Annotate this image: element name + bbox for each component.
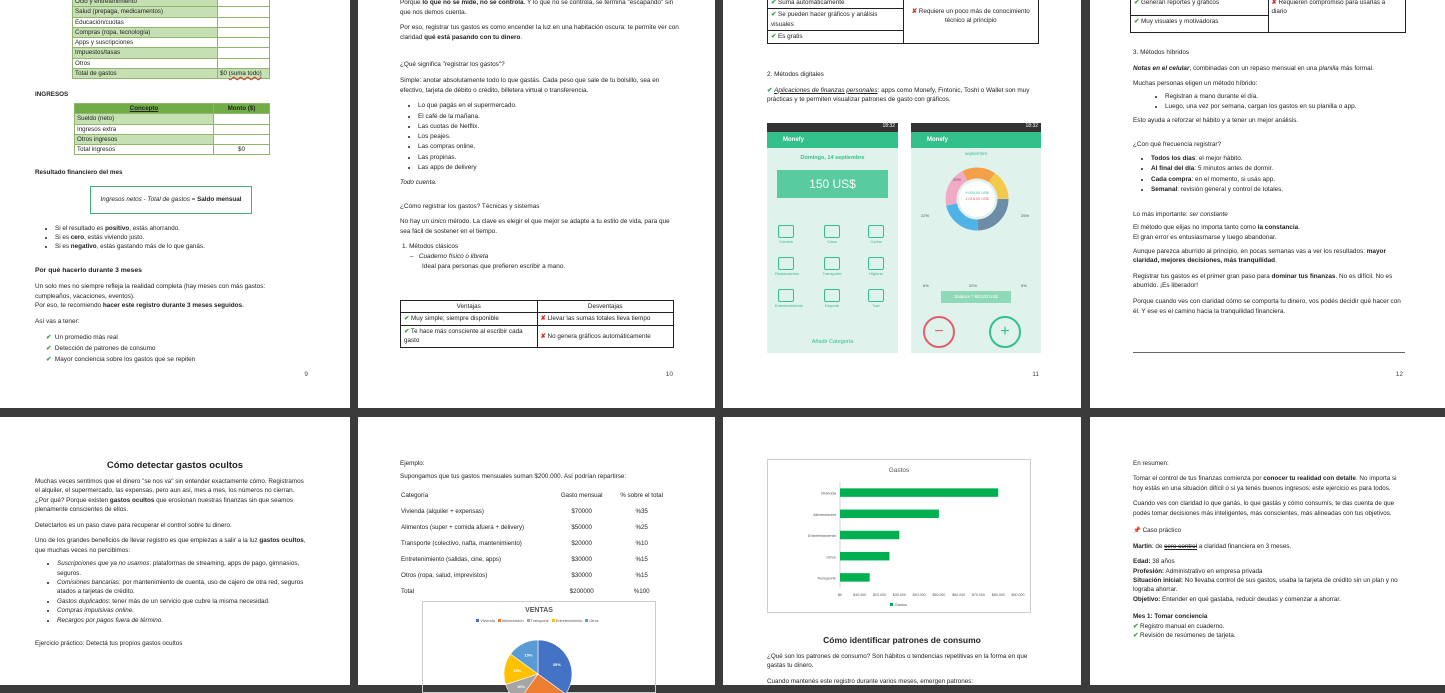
legend-item: Alimentación — [498, 619, 524, 623]
table-cell: Apps y suscripciones — [73, 38, 218, 48]
cross-icon: ✘ — [911, 8, 918, 15]
table-cell: Impuestos/tasas — [73, 48, 218, 58]
formula-result: Saldo mensual — [197, 196, 242, 203]
phone-screenshot-1 — [767, 123, 898, 353]
page12-text: 3. Métodos híbridos Notas en el celular, combinadas con un repaso mensual en una planilla más formal. Muchas personas eligen un método híbrido: • Registran a mano durante el día. • Luego, una vez por semana, cargan los gastos en su planilla o app. Esto ayuda a reforzar el hábito y a tener un mejor análisis. ¿Con qué frecuencia registrar? • Todos los días: el mejor hábito. • Al final del día: 5 minutos antes de dormir. • Cada compra: en el momento, si usás app. • Semanal: revisión general y control de totales. Lo más importante: ser constante El método que elijas no importa tanto como la constancia. El gran error es entusiasmarse y luego abandonar. Aunque parezca aburrido al principio, en pocas semanas vas a ver los resultados: mayor claridad, mejores decisiones, más tranquilidad. Registrar tus gastos es el primer gran paso para dominar tus finanzas. No es difícil. No es aburrido. ¡Es liberador! Porque cuando ves con claridad cómo se comporta tu dinero, vos podés decidir qué hacer con él. Y ese es el camino hacia la tranquilidad financiera. — [1133, 48, 1408, 316]
check-icon: ✔ — [1133, 622, 1139, 630]
page-15 — [723, 417, 1081, 685]
bar — [840, 510, 939, 518]
ingresos-heading: INGRESOS — [35, 91, 69, 98]
expense-split-table — [400, 488, 672, 600]
category-tile[interactable]: Casa — [821, 223, 843, 249]
list-item: • Si es negativo, estás gastando más de lo que ganás. — [55, 242, 205, 251]
tick-label: $0 — [838, 593, 842, 597]
pct-label: 22% — [921, 213, 930, 218]
check-icon: ✔ — [1134, 0, 1140, 6]
table-cell: ✘ Requieren compromiso para usarlas a diario — [1268, 0, 1406, 33]
table-cell: ✘ No genera gráficos automáticamente — [537, 325, 674, 347]
page-number: 12 — [1395, 371, 1403, 379]
footer-rule — [1133, 352, 1405, 353]
list-item: • Todos los días: el mejor hábito. — [1151, 154, 1408, 165]
table-cell: Salud (prepaga, medicamentos) — [73, 7, 218, 17]
list-item: • Los peajes. — [418, 132, 680, 142]
slice-label: 15% — [524, 652, 533, 658]
category-tile[interactable]: Taxi — [865, 287, 887, 313]
pct-label: 6% — [923, 283, 929, 288]
page-16 — [1090, 417, 1445, 685]
food-icon — [778, 225, 794, 238]
check-icon: ✔ — [771, 11, 777, 19]
hybrid-list — [1133, 92, 1408, 113]
tick-label: $10.000 — [853, 593, 867, 597]
list-item: • Las apps de delivery — [418, 163, 680, 173]
page-14 — [358, 417, 715, 689]
list-item: • El café de la mañana. — [418, 112, 680, 122]
formula-box — [90, 186, 252, 214]
page-12 — [1090, 0, 1445, 408]
check-icon: ✔ — [767, 86, 773, 94]
page-number: 9 — [304, 371, 308, 379]
legend-label: Gastos — [895, 603, 908, 607]
cross-icon: ✘ — [540, 332, 546, 340]
list-item: • Lo que pagás en el supermercado. — [418, 101, 680, 111]
table-cell: Ingresos extra — [75, 124, 214, 134]
total-value: $0 — [220, 70, 227, 78]
category-tile[interactable]: Comida — [775, 223, 797, 249]
digital-table — [767, 0, 1039, 44]
table-header: Ventajas — [401, 301, 538, 313]
car-icon — [868, 225, 884, 238]
check-icon: ✔ — [404, 315, 410, 323]
table-header: Categoría — [401, 492, 429, 499]
check-icon: ✔ — [771, 33, 777, 41]
category-label: Transporte — [816, 575, 836, 581]
table-cell: Total de gastos — [73, 69, 218, 79]
pct-label: 5% — [1021, 283, 1027, 288]
tick-label: $80.000 — [991, 593, 1005, 597]
list-item: • Suscripciones que ya no usamos: plataformas de streaming, apps de pago, gimnasios, seguros. — [57, 559, 310, 578]
section-heading: 2. Métodos digitales — [767, 71, 824, 78]
page-number: 10 — [665, 371, 673, 379]
app-header: Monefy — [911, 132, 1041, 148]
chart-title: VENTAS — [525, 607, 553, 614]
table-header: Concepto — [75, 104, 214, 114]
slice-label: 15% — [513, 668, 522, 674]
page14-text: Ejemplo: Supongamos que tus gastos mensuales suman $200.000. Así podrían repartirse: — [400, 460, 627, 481]
legend-item: Otros — [585, 619, 598, 623]
check-icon: ✔ — [46, 355, 52, 363]
bar-chart — [768, 460, 1030, 612]
table-row: Transporte (colectivo, nafta, mantenimiento) $20000 %10 — [401, 539, 648, 547]
table-row: Total $200000 %100 — [401, 587, 650, 595]
table-cell: ✔ Se pueden hacer gráficos y análisis visuales — [768, 9, 904, 31]
list-item: • Compras impulsivas online. — [57, 606, 310, 615]
category-tile[interactable]: Restaurantes — [775, 255, 797, 281]
table-row: Alimentos (super + comida afuera + delivery) $50000 %25 — [401, 523, 648, 531]
taxi-icon — [868, 289, 884, 302]
minus-button[interactable]: − — [923, 316, 955, 348]
slice-label: 10% — [516, 683, 525, 689]
page10-text: Porque lo que no se mide, no se controla. Y lo que no se controla, se termina "escapando" sin que nos demos cuenta. Por eso, registrar tus gastos es como encender la luz en una habitación oscura: te permite ver con claridad qué está pasando con tu dinero. ¿Qué significa "registrar los gastos"? Simple: anotar absolutamente todo lo que gastás. Cada peso que sale de tu bolsillo, sea en efectivo, tarjeta de débito o crédito, billetera virtual o transferencia. • Lo que pagás en el supermercado. • El café de la mañana. • Las cuotas de Netflix. • Los peajes. • Las compras online. • Las propinas. • Las apps de delivery Todo cuenta. ¿Cómo registrar los gastos? Técnicas y sistemas No hay un único método. La clave es elegir el que mejor se adapte a tu estilo de vida, para que sea fácil de sostener en el tiempo. 1. Métodos clásicos – Cuaderno físico o libreta Ideal para personas que prefieren escribir a mano. — [400, 0, 680, 271]
chart-legend — [423, 619, 655, 625]
page15-text: ¿Qué son los patrones de consumo? Son hábitos o tendencias repetitivas en la forma en que gastás tu dinero. Cuando mantenés este registro durante varios meses, emergen patrones: — [767, 653, 1028, 685]
list-item: ✔ Un promedio más real — [46, 334, 118, 341]
check-list — [46, 333, 195, 366]
list-item: • Las compras online. — [418, 142, 680, 152]
table-cell: $0 — [214, 145, 270, 155]
date-label: Domingo, 14 septiembre — [800, 155, 865, 161]
sport-icon — [824, 289, 840, 302]
donut-center: 9.000,00 US$ 1.018,00 US$ — [965, 191, 989, 201]
pct-label: 22% — [969, 283, 978, 288]
restaurant-icon — [778, 257, 794, 270]
check-icon: ✔ — [771, 0, 777, 6]
pie-chart — [493, 632, 583, 692]
table-row: Entretenimiento (salidas, cine, apps) $30000 %15 — [401, 555, 648, 563]
list-item: ✔ Registro manual en cuaderno. — [1133, 622, 1225, 630]
list-item: • Al final del día: 5 minutos antes de dormir. — [1151, 164, 1408, 175]
expenses-table — [72, 0, 270, 79]
legend-item: Transporte — [527, 619, 549, 623]
total-suffix: (suma todo) — [228, 70, 262, 78]
table-header: Monto ($) — [214, 104, 270, 114]
drink-icon — [778, 289, 794, 302]
pie-chart-frame — [422, 601, 656, 693]
app-header: Monefy — [767, 132, 898, 148]
frequency-list — [1133, 154, 1408, 196]
bar — [840, 573, 870, 581]
table-cell: ✔ Muy simple; siempre disponible — [401, 313, 538, 325]
check-icon: ✔ — [1133, 632, 1139, 640]
chart-title: Gastos — [888, 467, 910, 474]
bar — [840, 552, 889, 560]
list-item: • Recargos por pagos fuera de término. — [57, 616, 310, 625]
status-bar: 18:32 — [767, 123, 898, 132]
category-tile[interactable]: Deporte — [821, 287, 843, 313]
page-11 — [723, 0, 1081, 408]
list-item: • Registran a mano durante el día. — [1165, 92, 1408, 102]
bar-chart-frame — [767, 459, 1031, 613]
list-item: • Luego, una vez por semana, cargan los gastos en su planilla o app. — [1165, 102, 1408, 112]
table-cell — [218, 69, 270, 79]
ventajas-table — [400, 300, 674, 348]
table-cell: Ocio y entretenimiento — [73, 0, 218, 7]
why-heading: Por qué hacerlo durante 3 meses — [35, 267, 142, 274]
hidden-costs-list — [35, 559, 310, 625]
slice-label: 35% — [552, 661, 561, 667]
table-cell: ✘ Requiere un poco más de conocimiento técnico al principio — [903, 0, 1039, 43]
amount-display: 150 US$ — [777, 170, 888, 198]
resultado-heading: Resultado financiero del mes — [35, 169, 123, 176]
section-title: Cómo identificar patrones de consumo — [823, 635, 981, 645]
pin-icon: 📌 — [1133, 527, 1141, 535]
bus-icon — [824, 257, 840, 270]
category-tile[interactable]: Coche — [865, 223, 887, 249]
table-header: % sobre el total — [620, 492, 663, 499]
hybrid-table — [1130, 0, 1406, 33]
ingresos-table — [74, 103, 270, 155]
page-number: 11 — [1032, 371, 1039, 379]
category-label: Entretenimiento — [807, 533, 836, 539]
table-cell: ✔ Muy visuales y motivadoras — [1131, 16, 1269, 33]
tick-label: $60.000 — [952, 593, 966, 597]
pct-label: 20% — [953, 177, 962, 182]
list-item: • Comisiones bancarias: por mantenimiento de cuenta, uso de cajero de otra red, seguros atados a tarjetas de crédito. — [57, 578, 310, 597]
category-label: Otros — [826, 554, 836, 560]
page-10 — [358, 0, 715, 408]
table-row: Otros (ropa, salud, imprevistos) $30000 %15 — [401, 571, 648, 579]
table-cell: Educación/cuotas — [73, 17, 218, 27]
page-9 — [0, 0, 350, 408]
table-cell: ✔ Es gratis — [768, 31, 904, 43]
cross-icon: ✘ — [540, 315, 546, 323]
tick-label: $20.000 — [873, 593, 887, 597]
list-item: ✔ Revisión de resúmenes de tarjeta. — [1133, 632, 1236, 640]
list-item: • Cada compra: en el momento, si usás app. — [1151, 175, 1408, 186]
tick-label: $40.000 — [912, 593, 926, 597]
bar — [840, 488, 998, 496]
section-heading: 3. Métodos híbridos — [1133, 49, 1190, 56]
result-list — [45, 224, 205, 251]
expense-examples — [400, 101, 680, 173]
table-cell: ✔ Te hace más consciente al escribir cada gasto — [401, 325, 538, 347]
legend-swatch — [890, 603, 893, 606]
table-cell: Sueldo (neto) — [75, 114, 214, 124]
tick-label: $70.000 — [971, 593, 985, 597]
tick-label: $50.000 — [932, 593, 946, 597]
page-13 — [0, 417, 350, 685]
add-category-button[interactable]: Añadir Categoría — [811, 339, 854, 345]
cross-icon: ✘ — [1271, 0, 1277, 6]
table-cell: ✔ Generan reportes y gráficos — [1131, 0, 1269, 16]
balance-bar: Balance 7.982,00 US$ — [941, 291, 1011, 303]
category-tile[interactable]: Entretenimiento — [775, 287, 797, 313]
check-icon: ✔ — [46, 344, 52, 352]
list-item: • Si es cero, estás viviendo justo. — [55, 233, 205, 242]
list-item: ✔ Detección de patrones de consumo — [46, 344, 156, 352]
legend-item: Entretenimiento — [552, 619, 583, 623]
page-title: Cómo detectar gastos ocultos — [106, 460, 244, 471]
legend-item: Vivienda — [476, 619, 495, 623]
table-cell: ✘ Llevar las sumas totales lleva tiempo — [537, 313, 674, 325]
check-icon: ✔ — [404, 327, 410, 335]
tick-label: $90.000 — [1011, 593, 1025, 597]
list-item: • Si el resultado es positivo, estás ahorrando. — [55, 224, 205, 233]
check-icon: ✔ — [46, 334, 52, 341]
table-cell: Otros ingresos — [75, 134, 214, 144]
page11-text: 2. Métodos digitales ✔ Aplicaciones de finanzas personales: apps como Monefy, Fintonic, Toshl o Wallet son muy prácticas y te permiten visualizar patrones de gasto con gráficos. — [767, 70, 1042, 105]
tick-label: $30.000 — [892, 593, 906, 597]
table-cell: Otros — [73, 58, 218, 68]
list-item: ✔ Mayor conciencia sobre los gastos que se repiten — [46, 355, 196, 363]
status-bar: 18:32 — [911, 123, 1041, 132]
page16-text: En resumen: Tomar el control de tus finanzas comienza por conocer tu realidad con detalle. No importa si hoy estás en una situación difícil o si ya tenés buenos ingresos: este ejercicio es para todos. Cuando ves con claridad lo que ganás, lo que gastás y cómo consumís, te das cuenta de que podés tomar decisiones más inteligentes, más conscientes, más alineadas con tus objetivos. 📌 Caso práctico Martín: de cero control a claridad financiera en 3 meses. Edad: 38 años Profesión: Administrativo en empresa privada Situación inicial: No llevaba control de sus gastos, usaba la tarjeta de crédito sin un plan y no lograba ahorrar. Objetivo: Entender en qué gastaba, reducir deudas y comenzar a ahorrar. Mes 1: Tomar conciencia ✔ Registro manual en cuaderno. ✔ Revisión de resúmenes de tarjeta. — [1133, 459, 1408, 641]
table-header: Desventajas — [537, 301, 674, 313]
table-cell: ✔ Suma automáticamente — [768, 0, 904, 9]
table-cell: Compras (ropa, tecnología) — [73, 27, 218, 37]
check-icon: ✔ — [1134, 18, 1140, 25]
hygiene-icon — [868, 257, 884, 270]
section-heading: ¿Qué significa "registrar los gastos"? — [400, 61, 505, 69]
pct-label: 25% — [1021, 213, 1030, 218]
section-heading: Ejercicio práctico: Detectá tus propios gastos ocultos — [35, 640, 183, 648]
list-item: • Gastos duplicados: tener más de un servicio que cubre la misma necesidad. — [57, 597, 310, 606]
list-item: • Las propinas. — [418, 153, 680, 163]
list-item: • Semanal: revisión general y control de totales. — [1151, 185, 1408, 196]
category-tile[interactable]: Higiene — [865, 255, 887, 281]
plus-button[interactable]: + — [989, 316, 1021, 348]
list-item: • Las cuotas de Netflix. — [418, 122, 680, 132]
page13-text: Muchas veces sentimos que el dinero "se nos va" sin entender exactamente cómo. Registramos el alquiler, el supermercado, las expensas, pero aun así, mes a mes, los números no cierran. ¿Por qué? Porque existen gastos ocultos que erosionan nuestras finanzas sin que seamos plenamente conscientes de ellos. Detectarlos es un paso clave para recuperar el control sobre tu dinero. Uno de los grandes beneficios de llevar registro es que empiezas a salir a la luz gastos ocultos, que muchas veces no percibimos: • Suscripciones que ya no usamos: plataformas de streaming, apps de pago, gimnasios, seguros. • Comisiones bancarias: por mantenimiento de cuenta, uso de cajero de otra red, seguros atados a tarjetas de crédito. • Gastos duplicados: tener más de un servicio que cubre la misma necesidad. • Compras impulsivas online. • Recargos por pagos fuera de término. Ejercicio práctico: Detectá tus propios gastos ocultos — [35, 477, 310, 649]
month-label: septiembre — [964, 151, 988, 156]
formula-text: Ingresos netos - Total de gastos — [100, 196, 190, 203]
section-heading: ¿Cómo registrar los gastos? Técnicas y sistemas — [400, 202, 540, 210]
category-label: Vivienda — [820, 490, 836, 496]
table-header: Gasto mensual — [560, 492, 603, 499]
table-row: Vivienda (alquiler + expensas) $70000 %35 — [401, 507, 648, 515]
table-cell: Total ingresos — [75, 145, 214, 155]
house-icon — [824, 225, 840, 238]
formula-eq: = — [189, 196, 198, 203]
bar — [840, 531, 899, 539]
category-label: Alimentación — [813, 511, 836, 517]
phone-screenshot-2 — [911, 123, 1041, 353]
section-heading: ¿Con qué frecuencia registrar? — [1133, 140, 1222, 148]
why-text: Un solo mes no siempre refleja la realidad completa (hay meses con más gastos: cumpleaños, vacaciones, eventos). Por eso, te recomiendo hacer este registro durante 3 meses seguidos. Así vas a tener: — [35, 283, 266, 325]
category-tile[interactable]: Transporte — [821, 255, 843, 281]
